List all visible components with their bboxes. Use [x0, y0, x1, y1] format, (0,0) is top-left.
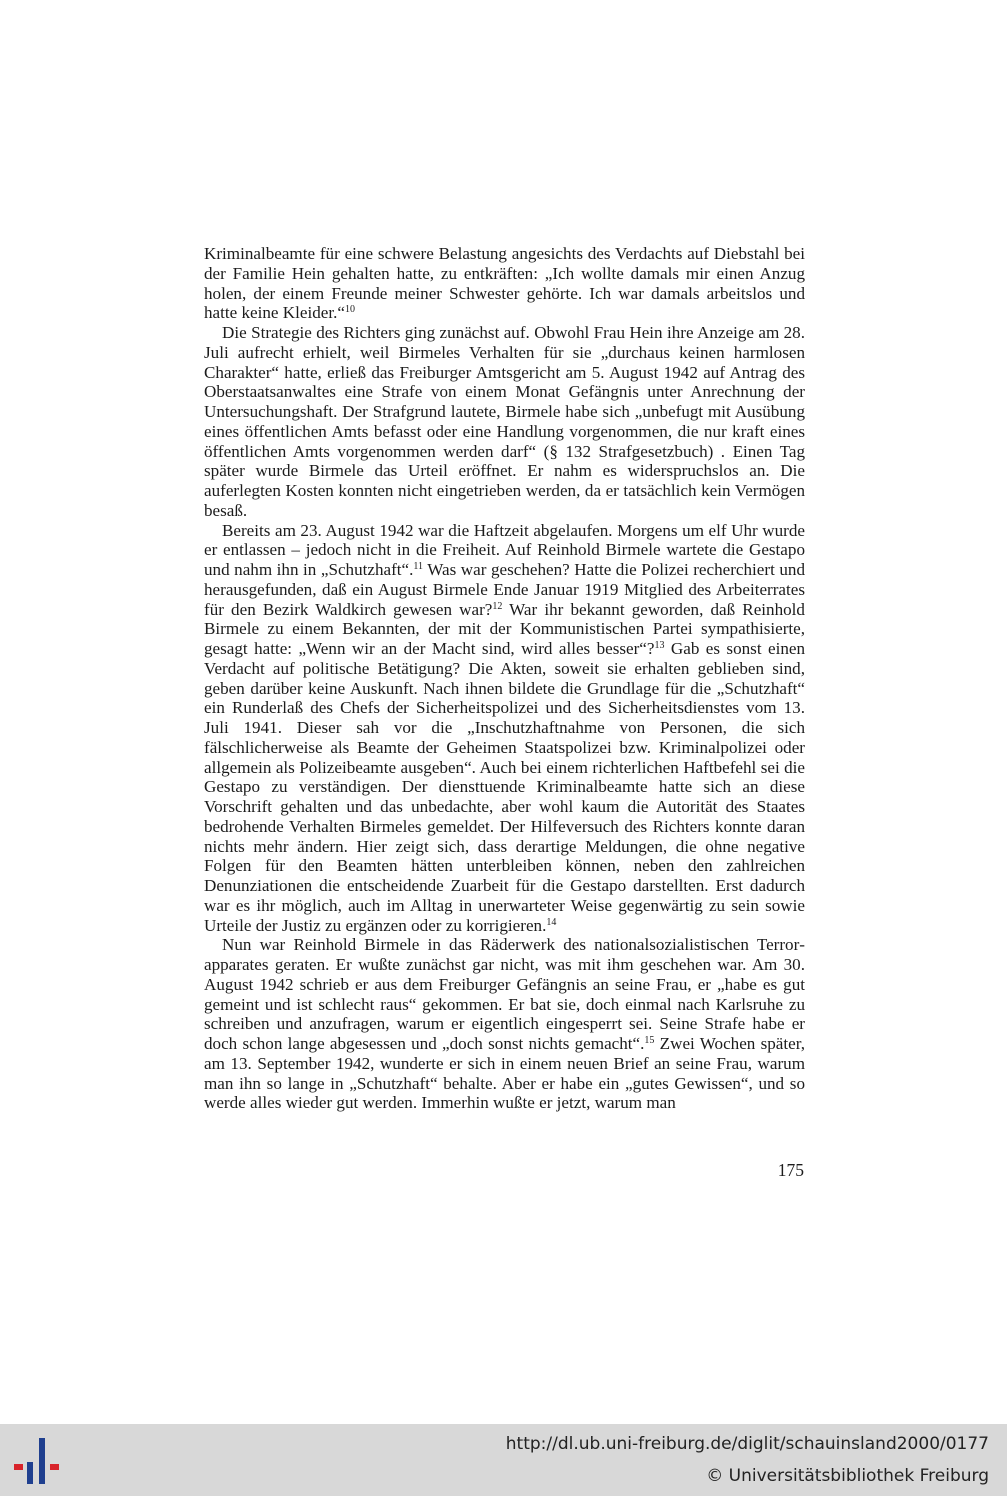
footnote-ref-12[interactable]: 12	[492, 600, 503, 612]
paragraph-3	[204, 521, 805, 936]
paragraph-1	[204, 244, 805, 323]
footnote-ref-11[interactable]: 11	[413, 561, 424, 572]
footnote-ref-14[interactable]: 14	[546, 916, 557, 928]
body-text	[204, 244, 805, 1113]
footer-url-link[interactable]: http://dl.ub.uni-freiburg.de/diglit/schauinsland2000/0177	[505, 1434, 989, 1454]
library-logo-icon[interactable]	[12, 1436, 64, 1486]
text-segment: Die Strategie des Richters ging zunächst auf. Obwohl Frau Hein ihre Anzeige am 28. Juli aufrecht erhielt, weil Birmeles Verhalten für sie „durchaus keinen harmlosen Charakter“ hatte, erließ das Freiburger Amtsgericht am 5. August 1942 auf Antrag des Oberstaatsanwaltes eine Strafe von einem Monat Gefängnis unter Anrechnung der Untersuchungshaft. Der Strafgrund lautete, Birmele habe sich „unbefugt mit Ausübung eines öffentlichen Amts befasst oder eine Handlung vorgenommen, die nur kraft eines öffentlichen Amts vorgenommen werden darf“ (§ 132 Strafgesetzbuch) . Einen Tag später wurde Birmele das Urteil eröffnet. Er nahm es widerspruchslos an. Die auferlegten Kosten konnten nicht eingetrieben werden, da er tatsächlich kein Vermögen besaß.	[204, 323, 805, 520]
paragraph-4	[204, 935, 805, 1113]
logo-blue-bar-tall	[39, 1438, 45, 1484]
text-segment: War ihr bekannt geworden, daß Reinhold Birmele zu einem Bekannten, der mit der Kommunistischen Partei sympathisierte, gesagt hatte: „Wenn wir an der Macht sind, wird alles besser“?	[204, 599, 805, 658]
paragraph-2	[204, 323, 805, 521]
logo-blue-bar-short	[27, 1462, 33, 1484]
text-segment: Was war geschehen? Hatte die Polizei recherchiert und herausgefunden, daß ein August Birmele Ende Januar 1919 Mitglied des Arbeiterrates für den Bezirk Waldkirch gewesen war?	[204, 560, 805, 619]
text-segment: Bereits am 23. August 1942 war die Haftzeit abgelaufen. Morgens um elf Uhr wurde er entlassen – jedoch nicht in die Freiheit. Auf Reinhold Birmele wartete die Gestapo und nahm ihn in „Schutzhaft“.	[204, 520, 805, 579]
footer-bar	[0, 1424, 1007, 1496]
text-segment: Kriminalbeamte für eine schwere Belastung angesichts des Verdachts auf Diebstahl bei der Familie Hein gehalten hatte, zu entkräften: „Ich wollte damals mir einen Anzug holen, der einem Freunde meiner Schwester gehörte. Ich war damals arbeitslos und hatte keine Kleider.“	[204, 244, 805, 323]
footnote-ref-13[interactable]: 13	[654, 640, 665, 651]
footer-copyright: © Universitätsbibliothek Freiburg	[706, 1466, 989, 1486]
text-segment: Gab es sonst einen Verdacht auf politische Betätigung? Die Akten, soweit sie erhalten geblieben sind, geben darüber keine Auskunft. Nach ihnen bildete die Grundlage für die „Schutzhaft“ ein Runderlaß des Chefs der Sicherheitspolizei und des Sicherheitsdienstes vom 13. Juli 1941. Dieser sah vor die „Inschutzhaftnahme von Personen, die sich fälschlicherweise als Beamte der Geheimen Staatspolizei bzw. Kriminalpolizei oder allgemein als Polizeibeamte ausgeben“. Auch bei einem richterlichen Haftbefehl sei die Gestapo zu verständigen. Der diensttuende Kriminalbeamte hatte sich an diese Vorschrift gehalten und das unbedachte, aber wohl kaum die Autorität des Staates bedrohende Verhalten Birmeles gemeldet. Der Hilfeversuch des Richters konnte daran nichts mehr ändern. Hier zeigt sich, dass derartige Meldungen, die ohne negative Folgen für den Beamten hätten unterbleiben können, neben den zahlreichen Denunziationen die entscheidende Zuarbeit für die Gestapo darstellten. Erst dadurch war es ihr möglich, auch im Alltag in unerwarteter Weise gegenwärtig zu sein sowie Urteile der Justiz zu ergänzen oder zu korrigieren.	[204, 639, 805, 935]
text-segment: Nun war Reinhold Birmele in das Räderwerk des nationalsozialistischen Terrorapparates geraten. Er wußte zunächst gar nicht, was mit ihm geschehen war. Am 30. August 1942 schrieb er aus dem Freiburger Gefängnis an seine Frau, er „habe es gut gemeint und ist schlecht raus“ gekommen. Er bat sie, doch einmal nach Karlsruhe zu schreiben und anzufragen, warum er eigentlich eingesperrt sei. Seine Strafe habe er doch schon lange abgesessen und „doch sonst nichts gemacht“.	[204, 935, 805, 1053]
footnote-ref-15[interactable]: 15	[644, 1035, 655, 1046]
logo-red-left	[14, 1464, 23, 1470]
logo-red-right	[50, 1464, 59, 1470]
page-number: 175	[777, 1160, 804, 1180]
text-segment: Zwei Wochen später, am 13. September 1942, wunderte er sich in einem neuen Brief an seine Frau, warum man ihn so lange in „Schutzhaft“ behalte. Aber er habe ein „gutes Gewissen“, und so werde alles wieder gut werden. Immerhin wußte er jetzt, warum man	[204, 1034, 806, 1113]
footnote-ref-10[interactable]: 10	[344, 304, 355, 316]
